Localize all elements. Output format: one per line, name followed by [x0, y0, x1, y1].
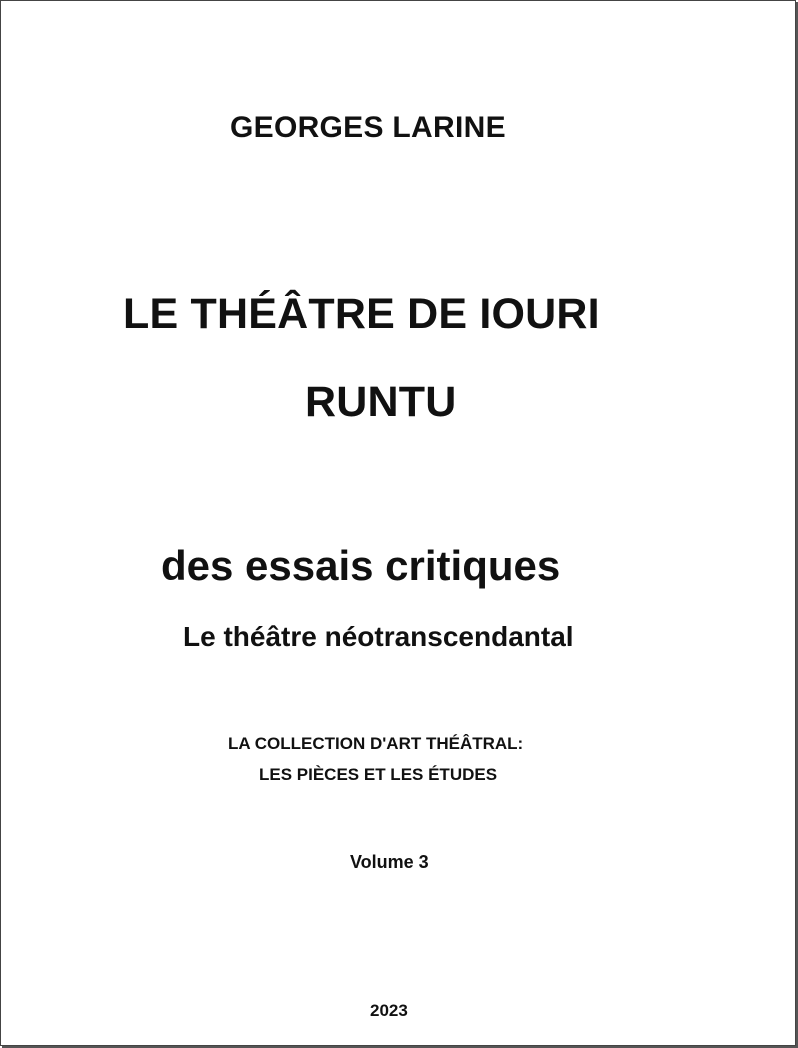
title-line-2: RUNTU [305, 378, 457, 426]
title-line-1: LE THÉÂTRE DE IOURI [123, 290, 600, 338]
publication-year: 2023 [370, 1001, 408, 1020]
subtitle: des essais critiques [161, 542, 561, 589]
volume-label: Volume 3 [350, 852, 429, 872]
collection-line-2: LES PIÈCES ET LES ÉTUDES [259, 765, 498, 784]
author-name: GEORGES LARINE [230, 111, 506, 144]
secondary-subtitle: Le théâtre néotranscendantal [183, 621, 574, 652]
collection-line-1: LA COLLECTION D'ART THÉÂTRAL: [228, 734, 524, 753]
